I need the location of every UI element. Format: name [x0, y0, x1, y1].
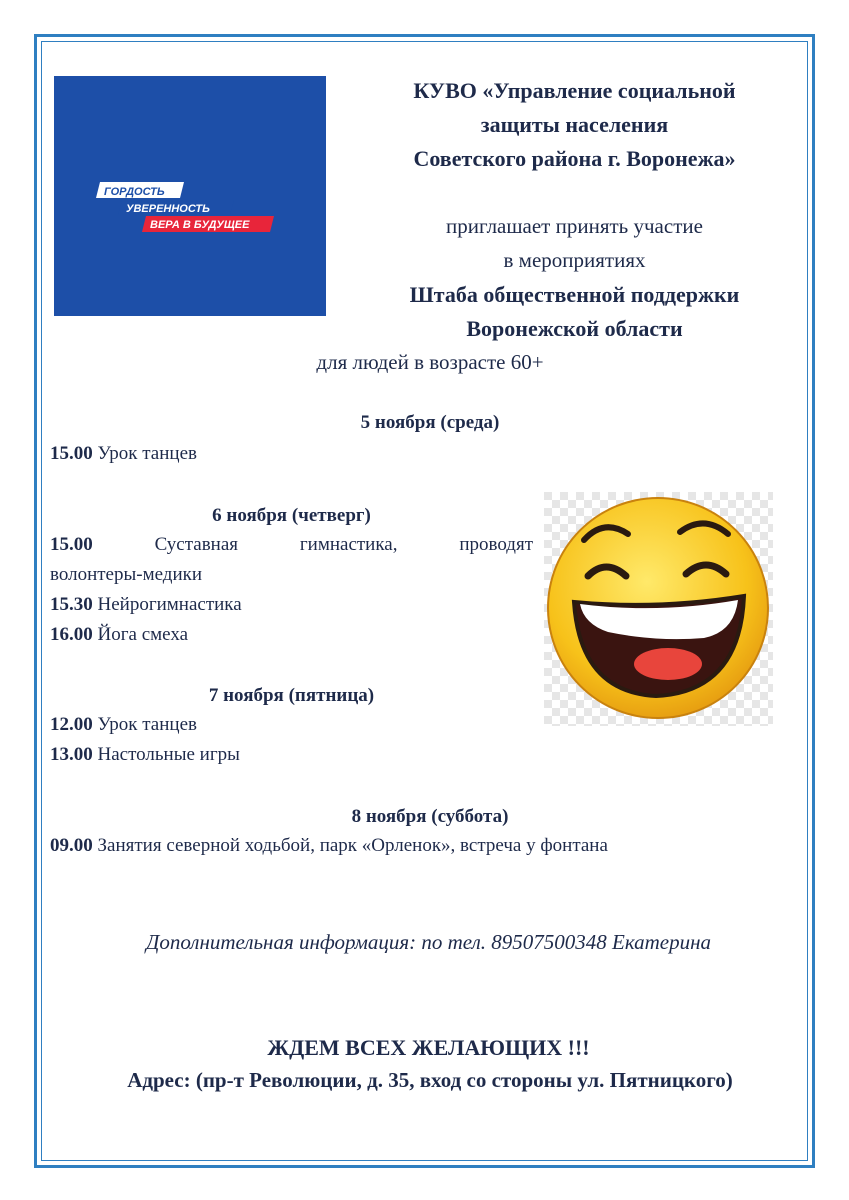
event-time: 15.00 — [50, 534, 93, 555]
audience-line: для людей в возрасте 60+ — [316, 350, 544, 374]
event-time: 12.00 — [50, 714, 93, 735]
date-heading-4: 8 ноября (суббота) — [351, 806, 509, 827]
hq-line-1: Штаба общественной поддержки — [409, 282, 740, 307]
event-time: 15.00 — [50, 443, 93, 464]
invitation-slogan: ЖДЕМ ВСЕХ ЖЕЛАЮЩИХ !!! — [267, 1035, 590, 1060]
contact-info: Дополнительная информация: по тел. 89507500348 Екатерина — [145, 930, 712, 954]
org-name-line-3: Советского района г. Воронежа» — [413, 146, 736, 171]
date-heading-3: 7 ноября (пятница) — [208, 685, 375, 706]
event-time: 15.30 — [50, 594, 93, 615]
event-time: 09.00 — [50, 835, 93, 856]
event-title: Настольные игры — [97, 744, 240, 765]
date-heading-1: 5 ноября (среда) — [360, 412, 500, 433]
logo-text-2: УВЕРЕННОСТЬ — [126, 203, 210, 215]
campaign-logo — [54, 76, 326, 316]
event-row — [50, 624, 188, 646]
event-row — [50, 443, 197, 465]
event-title-word: гимнастика, — [299, 534, 398, 555]
logo-text-1: ГОРДОСТЬ — [104, 186, 165, 198]
event-row — [50, 714, 197, 736]
event-row-continuation: волонтеры-медики — [50, 564, 203, 585]
event-row — [50, 835, 608, 857]
event-row — [50, 744, 240, 766]
event-title: Нейрогимнастика — [97, 594, 242, 615]
address: Адрес: (пр-т Революции, д. 35, вход со стороны ул. Пятницкого) — [127, 1068, 733, 1092]
event-title-word: проводят — [459, 534, 533, 555]
event-title: Урок танцев — [97, 714, 197, 735]
event-title: Занятия северной ходьбой, парк «Орленок», встреча у фонтана — [97, 835, 608, 856]
logo-text-3: ВЕРА В БУДУЩЕЕ — [150, 219, 250, 231]
event-time: 13.00 — [50, 744, 93, 765]
hq-line-2: Воронежской области — [466, 316, 683, 341]
event-time: 16.00 — [50, 624, 93, 645]
invite-line-2: в мероприятиях — [503, 248, 646, 272]
invite-line-1: приглашает принять участие — [446, 214, 703, 238]
event-row — [50, 534, 533, 556]
laughing-smiley-image — [544, 492, 773, 726]
date-heading-2: 6 ноября (четверг) — [212, 505, 371, 526]
event-title: Урок танцев — [97, 443, 197, 464]
org-name-line-1: КУВО «Управление социальной — [413, 78, 736, 103]
event-title: Йога смеха — [97, 624, 189, 645]
org-name-line-2: защиты населения — [480, 112, 669, 137]
event-row — [50, 594, 242, 616]
event-title-word: Суставная — [154, 534, 239, 555]
